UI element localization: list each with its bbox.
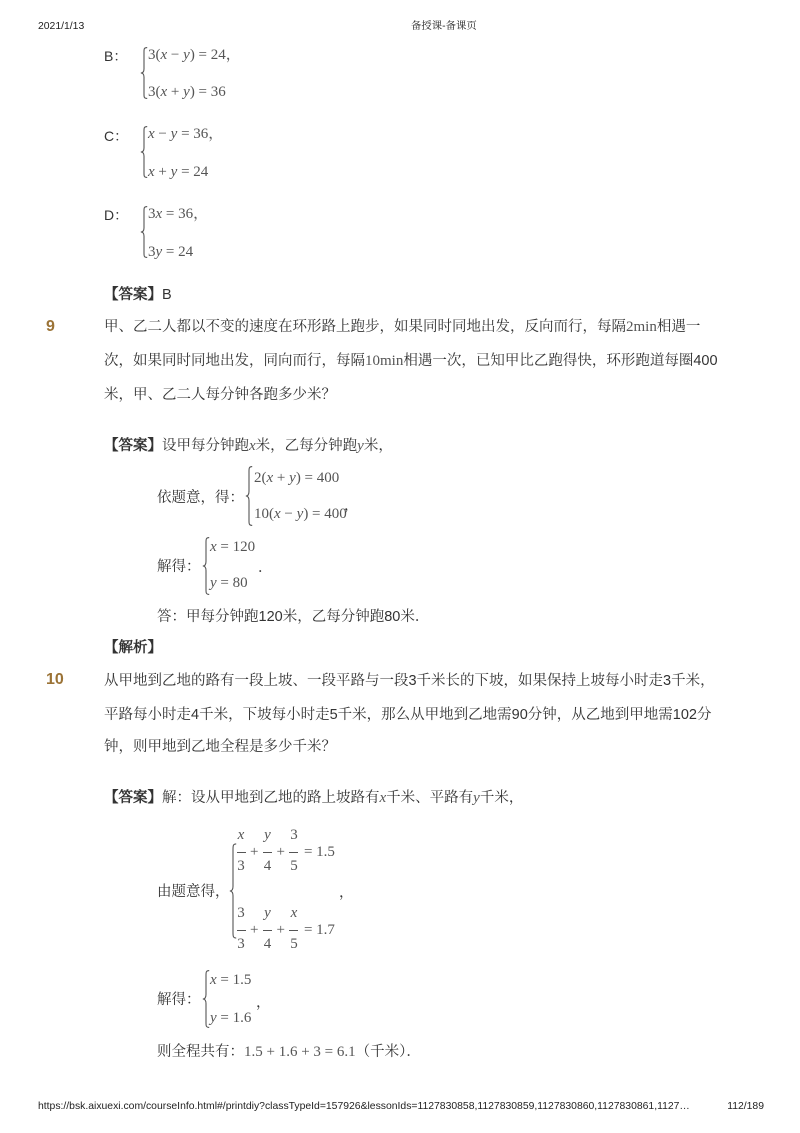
answer-tag: 【答案】 — [104, 790, 162, 806]
question-number-10: 10 — [46, 671, 64, 688]
answer-value: B — [162, 287, 172, 303]
q9-solution-x: x = 120 — [210, 539, 256, 555]
fraction — [236, 826, 246, 875]
q10-solve-end: ， — [256, 995, 271, 1011]
print-url: https://bsk.aixuexi.com/courseInfo.html#/printdiy?classTypeId=157926&lessonIds=1127830858,1127830859,1127830860,1127830861,1127… — [38, 1101, 690, 1112]
question-number-9: 9 — [46, 318, 55, 335]
answer-text: 解：设从甲地到乙地的路上坡路有 — [162, 790, 380, 806]
q9-text-line — [104, 351, 718, 371]
q9-setup-end: ， — [344, 498, 359, 514]
q9-text: 甲、乙二人都以不变的速度在环形路上跑步，如果同时同地出发，反向而行，每隔 — [104, 319, 626, 335]
q8-answer — [104, 285, 172, 305]
q10-equation-2 — [236, 904, 335, 953]
system-brace — [140, 47, 148, 99]
system-brace — [202, 970, 210, 1028]
option-d-label: D： — [104, 207, 129, 223]
q10-text-line: 从甲地到乙地的路有一段上坡、一段平路与一段3千米长的下坡，如果保持上坡每小时走3千米， — [104, 673, 715, 689]
q10-solution-y: y = 1.6 — [210, 1010, 252, 1026]
q10-text-line: 钟，则甲地到乙地全程是多少千米？ — [104, 739, 336, 755]
fraction — [289, 826, 299, 875]
system-brace — [202, 537, 210, 595]
q10-conclusion — [157, 1042, 421, 1062]
answer-text: 米，乙每分钟跑 — [255, 438, 358, 454]
option-b-equation-2: 3(x + y) = 36 — [148, 84, 226, 100]
conclusion-unit: （千米）． — [355, 1044, 421, 1060]
variable-y: y — [357, 438, 364, 454]
answer-text: 设甲每分钟跑 — [162, 438, 249, 454]
page-number: 112/189 — [727, 1101, 764, 1112]
variable-x: x — [379, 790, 387, 806]
q9-text: 次，如果同时同地出发，同向而行，每隔 — [104, 353, 365, 369]
q9-solution-y: y = 80 — [210, 575, 248, 591]
conclusion-calculation: 1.5 + 1.6 + 3 = 6.1 — [244, 1044, 356, 1060]
option-c-label: C： — [104, 128, 129, 144]
option-d-equation-2: 3y = 24 — [148, 244, 194, 260]
q10-answer-intro — [104, 788, 523, 808]
q9-text: 米，甲、乙二人每分钟各跑多少米？ — [104, 387, 336, 403]
print-date: 2021/1/13 — [38, 21, 85, 32]
answer-tag: 【答案】 — [104, 287, 162, 303]
option-b-equation-1: 3(x − y) = 24， — [148, 47, 241, 63]
q10-setup-label: 由题意得， — [157, 884, 230, 900]
q9-answer-intro — [104, 436, 393, 456]
denominator: 3 — [237, 936, 245, 952]
print-title: 备授课-备课页 — [411, 21, 477, 32]
analysis-tag: 【解析】 — [104, 640, 162, 656]
operator: + — [250, 922, 259, 938]
q9-text-time: 2min — [626, 319, 657, 335]
system-brace — [140, 206, 148, 258]
q10-equation-1 — [236, 826, 335, 875]
option-d-equation-1: 3x = 36， — [148, 206, 209, 222]
variable-y: y — [473, 790, 480, 806]
operator: + — [250, 844, 259, 860]
q9-setup-equation-1: 2(x + y) = 400 — [254, 470, 340, 486]
q10-text-line: 平路每小时走4千米，下坡每小时走5千米，那么从甲地到乙地需90分钟，从乙地到甲地需102分 — [104, 707, 712, 723]
answer-text: 米， — [363, 438, 393, 454]
numerator: x — [290, 905, 298, 921]
fraction — [262, 826, 272, 875]
q9-solve-end: ． — [258, 560, 273, 576]
denominator: 4 — [263, 858, 272, 874]
q9-text-line — [104, 317, 700, 337]
q9-conclusion: 答：甲每分钟跑120米，乙每分钟跑80米． — [157, 609, 430, 625]
q9-setup-equation-2: 10(x − y) = 400 — [254, 506, 347, 522]
answer-text: 千米， — [479, 790, 524, 806]
q10-solve-label: 解得： — [157, 992, 201, 1008]
answer-tag: 【答案】 — [104, 438, 162, 454]
fraction — [262, 904, 272, 953]
operator: + — [276, 844, 285, 860]
option-c-equation-2: x + y = 24 — [148, 164, 209, 180]
denominator: 3 — [237, 858, 245, 874]
system-brace — [245, 466, 253, 526]
q9-text-line — [104, 385, 336, 405]
numerator: x — [237, 827, 245, 843]
numerator: 3 — [290, 827, 298, 843]
fraction — [289, 904, 299, 953]
numerator: y — [264, 827, 271, 843]
numerator: y — [264, 905, 271, 921]
denominator: 5 — [290, 858, 298, 874]
q9-text: 相遇一次，已知甲比乙跑得快，环形跑道每圈400 — [403, 353, 718, 369]
operator: + — [276, 922, 285, 938]
q9-text-time: 10min — [365, 353, 404, 369]
answer-text: 千米、平路有 — [386, 790, 474, 806]
option-b-label: B： — [104, 48, 128, 64]
conclusion-text: 则全程共有： — [157, 1044, 244, 1060]
equation-rhs: = 1.7 — [303, 922, 335, 938]
equation-rhs: = 1.5 — [303, 844, 335, 860]
q9-setup-label: 依题意，得： — [157, 490, 244, 506]
denominator: 4 — [263, 936, 272, 952]
variable-x: x — [249, 438, 256, 454]
numerator: 3 — [237, 905, 245, 921]
q10-solution-x: x = 1.5 — [210, 972, 252, 988]
option-c-equation-1: x − y = 36， — [148, 126, 224, 142]
denominator: 5 — [290, 936, 298, 952]
q9-text: 相遇一 — [656, 319, 701, 335]
fraction — [236, 904, 246, 953]
q9-solve-label: 解得： — [157, 559, 201, 575]
q10-setup-end: ， — [339, 885, 354, 901]
system-brace — [140, 126, 148, 178]
